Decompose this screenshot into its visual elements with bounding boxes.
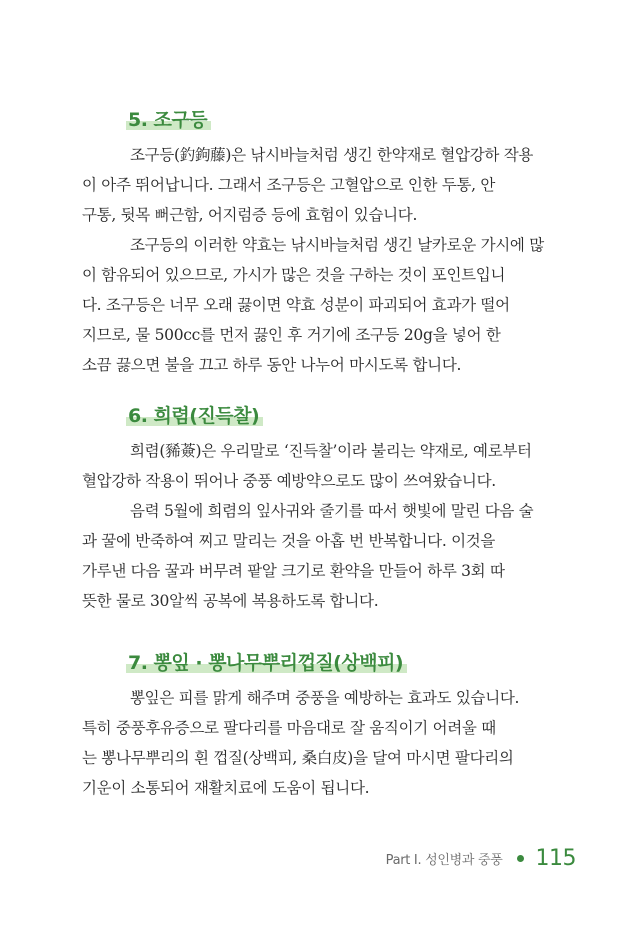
text-line: 는 뽕나무뿌리의 흰 껍질(상백피, 桑白皮)을 달여 마시면 팔다리의	[82, 749, 514, 767]
footer-part-label: Part Ⅰ. 성인병과 중풍	[385, 853, 503, 868]
text-line: 조구등(釣鉤藤)은 낚시바늘처럼 생긴 한약재로 혈압강하 작용	[130, 146, 534, 164]
text-line: 희렴(豨薟)은 우리말로 ‘진득찰’이라 불리는 약재로, 예로부터	[130, 442, 532, 460]
text-line: 혈압강하 작용이 뛰어나 중풍 예방약으로도 많이 쓰여왔습니다.	[82, 472, 496, 490]
text-line: 과 꿀에 반죽하여 찌고 말리는 것을 아홉 번 반복합니다. 이것을	[82, 532, 496, 550]
paragraph	[82, 140, 562, 230]
section-huiryeom	[82, 404, 562, 616]
text-line: 음력 5월에 희렴의 잎사귀와 줄기를 따서 햇빛에 말린 다음 술	[130, 502, 534, 520]
text-line: 소끔 끓으면 불을 끄고 하루 동안 나누어 마시도록 합니다.	[82, 356, 462, 374]
text-line: 특히 중풍후유증으로 팔다리를 마음대로 잘 움직이기 어려울 때	[82, 719, 496, 737]
paragraph	[82, 230, 562, 380]
section-heading: 7. 뽕잎 · 뽕나무뿌리껍질(상백피)	[128, 652, 404, 674]
page-number: 115	[535, 846, 576, 871]
text-line: 조구등의 이러한 약효는 낚시바늘처럼 생긴 날카로운 가시에 많	[130, 236, 544, 254]
text-line: 기운이 소통되어 재활치료에 도움이 됩니다.	[82, 779, 370, 797]
text-line: 뽕잎은 피를 맑게 해주며 중풍을 예방하는 효과도 있습니다.	[130, 689, 520, 707]
paragraph	[82, 496, 562, 616]
text-line: 이 함유되어 있으므로, 가시가 많은 것을 구하는 것이 포인트입니	[82, 266, 506, 284]
text-line: 다. 조구등은 너무 오래 끓이면 약효 성분이 파괴되어 효과가 떨어	[82, 296, 510, 314]
paragraph	[82, 436, 562, 496]
section-heading: 5. 조구등	[128, 109, 208, 131]
text-line: 뜻한 물로 30알씩 공복에 복용하도록 합니다.	[82, 592, 379, 610]
text-line: 가루낸 다음 꿀과 버무려 팥알 크기로 환약을 만들어 하루 3회 따	[82, 562, 505, 580]
text-line: 구통, 뒷목 뻐근함, 어지럼증 등에 효험이 있습니다.	[82, 206, 418, 224]
section-jogudeung	[82, 108, 562, 380]
paragraph	[82, 683, 562, 803]
section-heading: 6. 희렴(진득찰)	[128, 405, 260, 427]
text-line: 지므로, 물 500cc를 먼저 끓인 후 거기에 조구등 20g을 넣어 한	[82, 326, 501, 344]
bullet-dot-icon	[517, 855, 524, 862]
text-line: 이 아주 뛰어납니다. 그래서 조구등은 고혈압으로 인한 두통, 안	[82, 176, 496, 194]
section-ppongip	[82, 651, 562, 803]
page-footer	[386, 846, 576, 871]
